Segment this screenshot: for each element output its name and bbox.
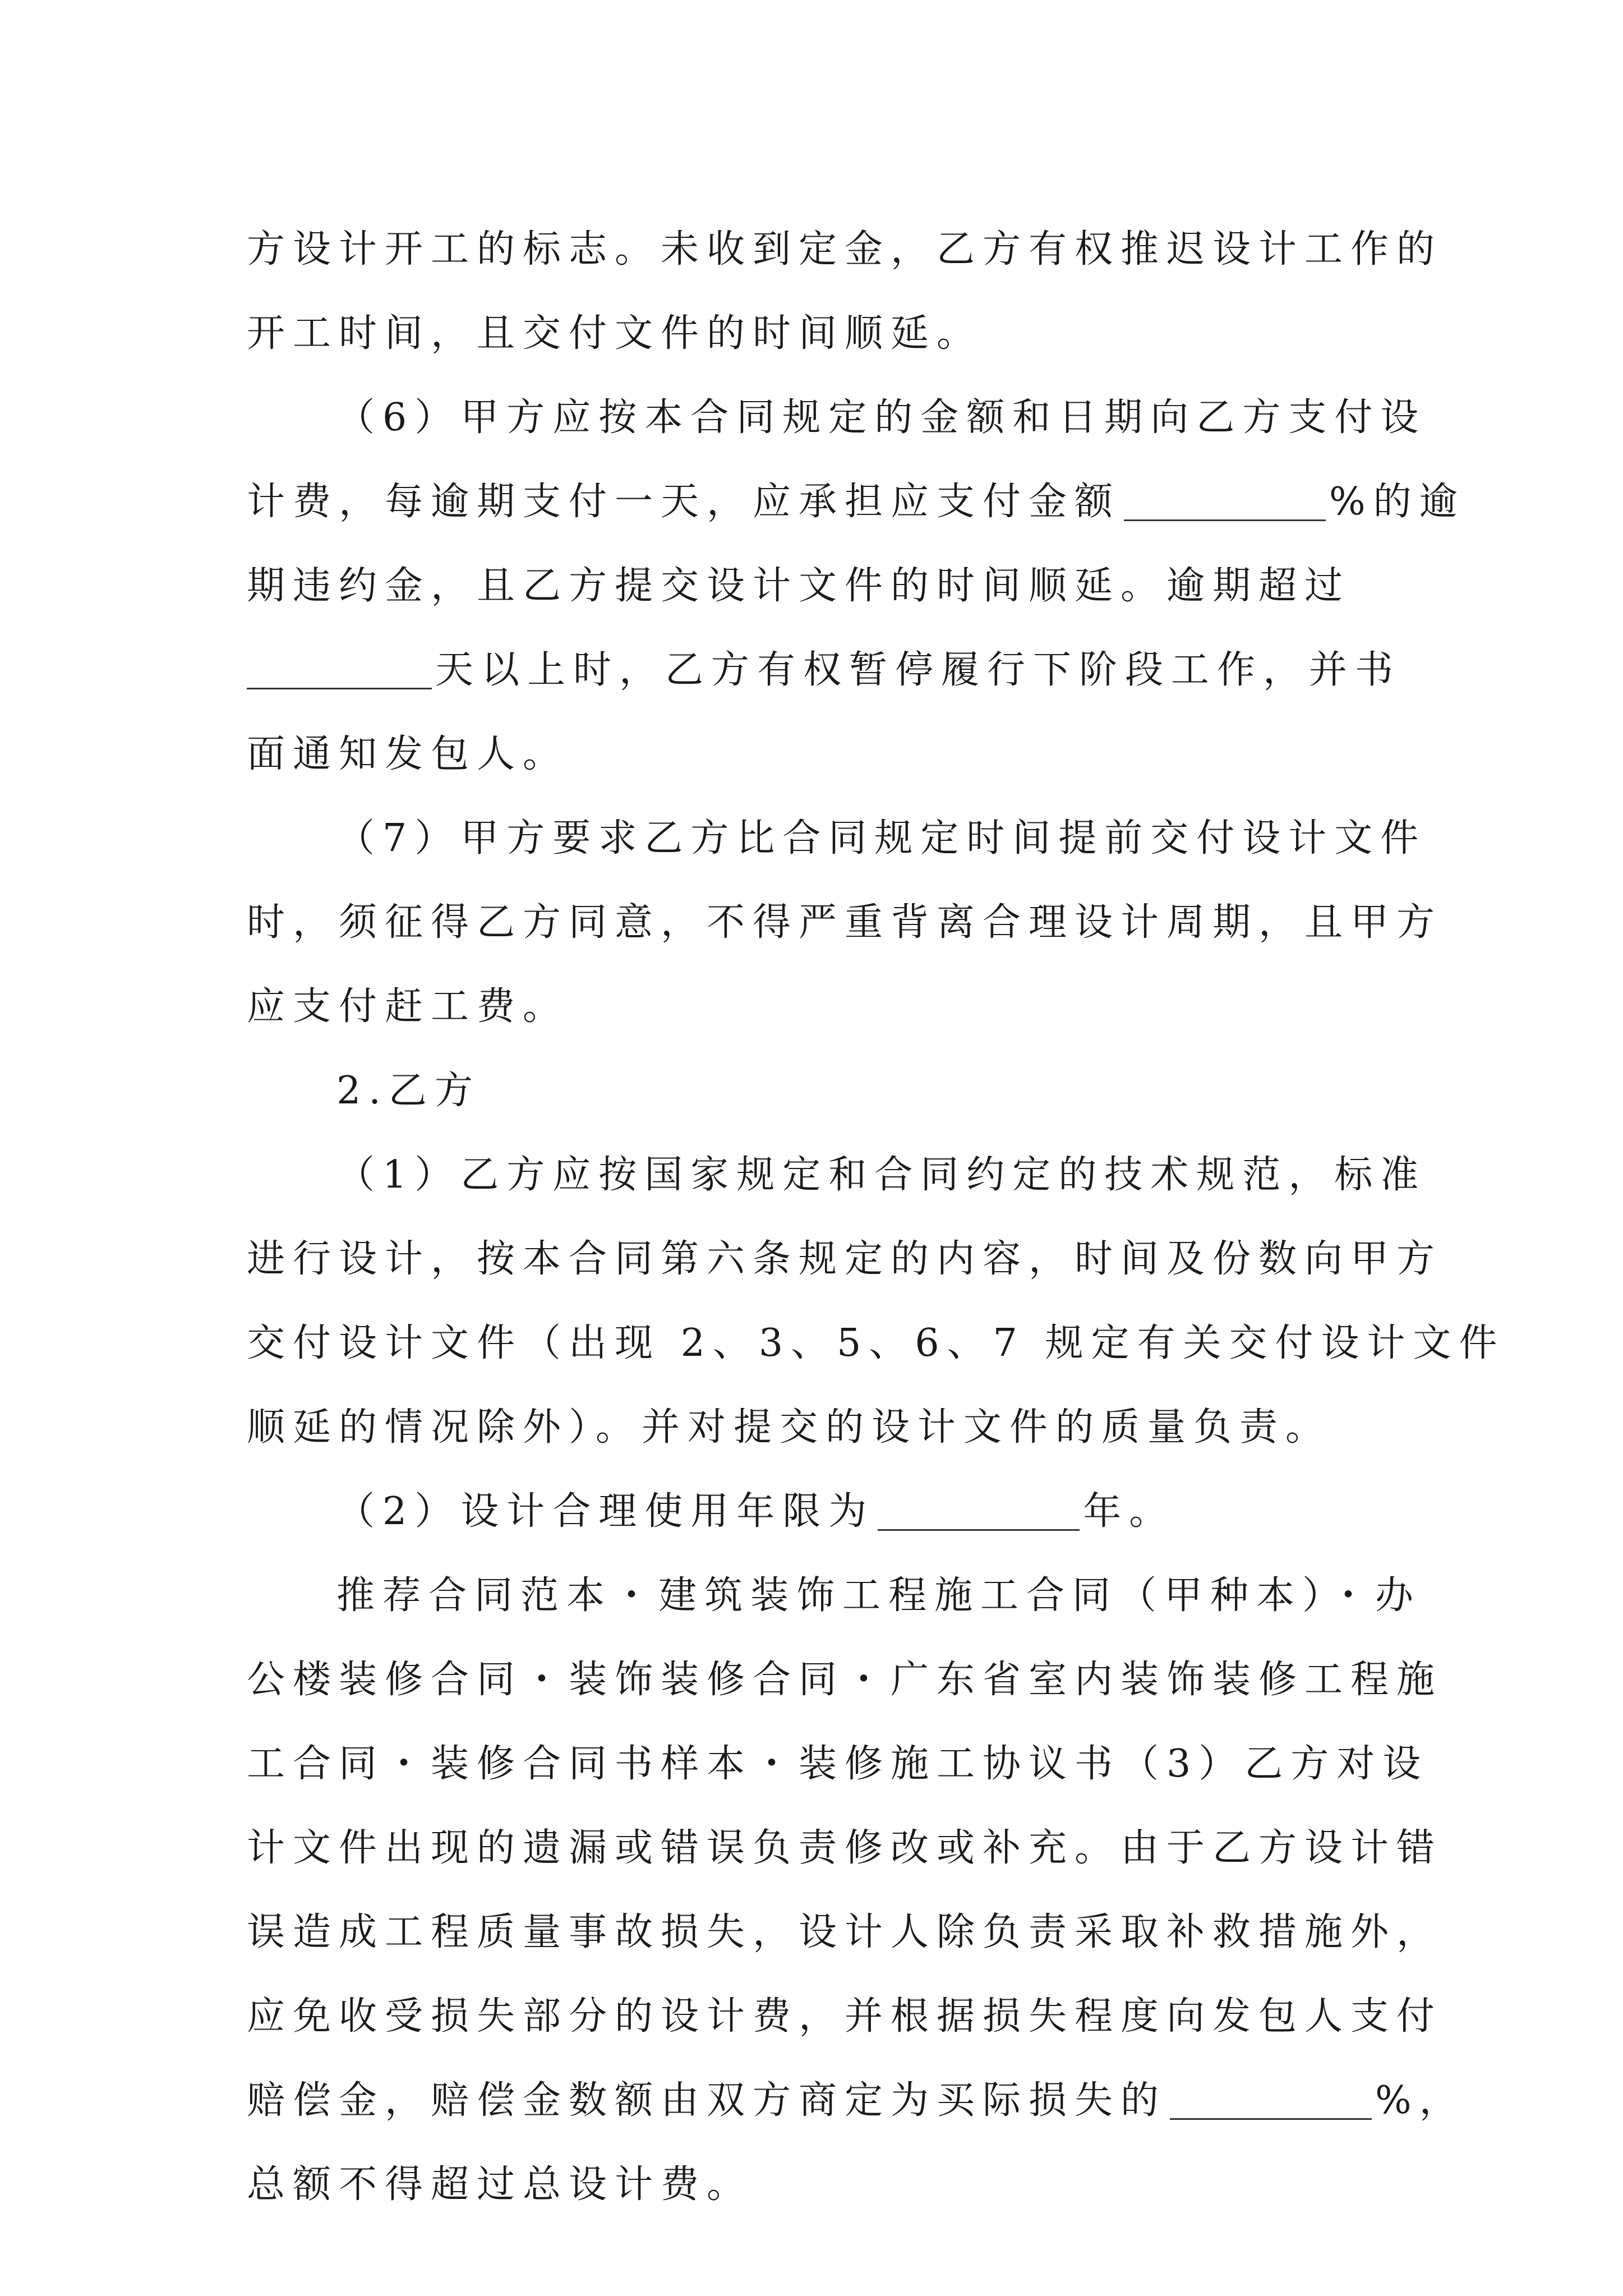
recommended-templates-line: 推荐合同范本・建筑装饰工程施工合同（甲种本）・办	[336, 1573, 1422, 1618]
section-heading-party-b: 2.乙方	[336, 1069, 481, 1113]
text-line: 总额不得超过总设计费。	[247, 2162, 753, 2207]
blank-field-service-years	[878, 1493, 1080, 1531]
clause-2-line	[247, 1470, 1385, 1554]
clause-6-line: （6）甲方应按本合同规定的金额和日期向乙方支付设	[336, 395, 1427, 440]
text-line: 应免收受损失部分的设计费，并根据损失程度向发包人支付	[247, 1994, 1443, 2039]
text-line: 应支付赶工费。	[247, 984, 569, 1029]
clause-1-line: （1）乙方应按国家规定和合同约定的技术规范，标准	[336, 1153, 1427, 1197]
blank-field-overdue-days	[247, 652, 432, 689]
text-line	[247, 460, 1465, 544]
text-segment: 天以上时，乙方有权暂停履行下阶段工作，并书	[435, 648, 1401, 692]
text-line: 交付设计文件（出现 2、3、5、6、7 规定有关交付设计文件	[247, 1321, 1505, 1365]
text-line	[247, 628, 1401, 712]
text-line: 期违约金，且乙方提交设计文件的时间顺延。逾期超过	[247, 564, 1351, 608]
text-line: 面通知发包人。	[247, 732, 569, 776]
text-line: 开工时间，且交付文件的时间顺延。	[247, 311, 983, 356]
text-segment: %的逾	[1329, 480, 1465, 524]
contract-text-body	[247, 208, 1505, 2227]
text-line: 误造成工程质量事故损失，设计人除负责采取补救措施外，	[247, 1910, 1443, 1954]
text-line: 进行设计，按本合同第六条规定的内容，时间及份数向甲方	[247, 1237, 1443, 1281]
text-line: 顺延的情况除外）。并对提交的设计文件的质量负责。	[247, 1405, 1332, 1450]
text-line	[247, 2059, 1465, 2143]
text-segment: 计费，每逾期支付一天，应承担应支付金额	[247, 480, 1121, 524]
text-line: 计文件出现的遗漏或错误负责修改或补充。由于乙方设计错	[247, 1826, 1443, 1870]
blank-field-penalty-percent	[1124, 484, 1326, 521]
text-segment: 年。	[1083, 1489, 1175, 1534]
text-line: 时，须征得乙方同意，不得严重背离合理设计周期，且甲方	[247, 900, 1443, 945]
text-segment: （2）设计合理使用年限为	[336, 1489, 875, 1534]
text-line: 工合同・装修合同书样本・装修施工协议书（3）乙方对设	[247, 1742, 1429, 1786]
clause-7-line: （7）甲方要求乙方比合同规定时间提前交付设计文件	[336, 816, 1427, 861]
text-line: 公楼装修合同・装饰装修合同・广东省室内装饰装修工程施	[247, 1658, 1443, 1702]
text-segment: 赔偿金，赔偿金数额由双方商定为买际损失的	[247, 2078, 1167, 2123]
text-line: 方设计开工的标志。未收到定金，乙方有权推迟设计工作的	[247, 227, 1443, 272]
blank-field-compensation-percent	[1170, 2082, 1372, 2120]
text-segment: %，	[1375, 2078, 1465, 2123]
